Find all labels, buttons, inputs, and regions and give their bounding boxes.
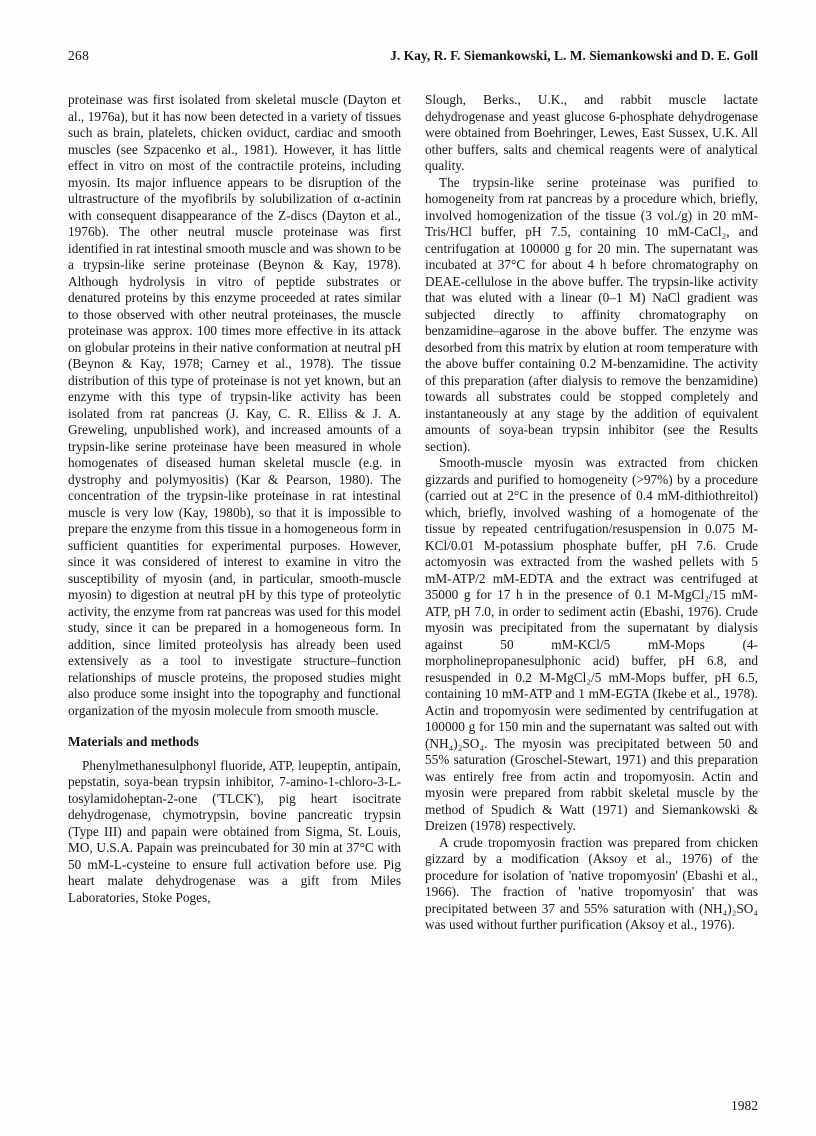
publication-year: 1982 [731,1098,758,1113]
page-number: 268 [68,48,90,63]
paragraph-myosin-extraction: Smooth-muscle myosin was extracted from chicken gizzards and purified to homogeneity (>97%) by a procedure (carried out at 2°C in the presence of 0.4 mM-dithiothreitol) which, briefly, involved washing of a homogenate of the tissue by repeated centrifugation/resuspension in 0.075 M-KCl/0.01 M-potassium phosphate buffer, pH 7.6. Crude actomyosin was extracted from the washed pellets with 5 mM-ATP/2 mM-EDTA and the extract was centrifuged at 35000 g for 17 h in the presence of 0.1 M-MgCl₂/15 mM-ATP, pH 7.0, in order to sediment actin (Ebashi, 1976). Crude myosin was precipitated from the supernatant by dialysis against 50 mM-KCl/5 mM-Mops (4-morpholinepropanesulphonic acid) buffer, pH 6.8, and resuspended in 0.2 M-MgCl₂/5 mM-Mops buffer, pH 6.5, containing 10 mM-ATP and 1 mM-EGTA (Ikebe et al., 1978). Actin and tropomyosin were sedimented by centrifugation at 100000 g for 150 min and the supernatant was salted out with (NH₄)₂SO₄. The myosin was precipitated between 50 and 55% saturation (Groschel-Stewart, 1971) and this preparation was entirely free from actin and tropomyosin. Actin and myosin were prepared from rabbit skeletal muscle by the method of Spudich & Watt (1971) and Siemankowski & Dreizen (1978) respectively. [425,455,758,833]
right-column [425,92,758,1092]
paragraph-materials: Phenylmethanesulphonyl fluoride, ATP, leupeptin, antipain, pepstatin, soya-bean trypsin inhibitor, 7-amino-1-chloro-3-L-tosylamidoheptan-2-one ('TLCK'), pig heart isocitrate dehydrogenase, chymotrypsin, bovine pancreatic trypsin (Type III) and papain were obtained from Sigma, St. Louis, MO, U.S.A. Papain was preincubated for 30 min at 37°C with 50 mM-L-cysteine to ensure full activation before use. Pig heart malate dehydrogenase was a gift from Miles Laboratories, Stoke Poges, [68,757,401,905]
two-column-body [68,92,758,1092]
section-heading-materials-and-methods: Materials and methods [68,734,199,749]
running-head: J. Kay, R. F. Siemankowski, L. M. Siemankowski and D. E. Goll [390,48,758,63]
page-footer [68,1098,758,1114]
left-column [68,92,401,1092]
page-header [68,48,758,64]
paragraph-materials-continued: Slough, Berks., U.K., and rabbit muscle lactate dehydrogenase and yeast glucose 6-phosphate dehydrogenase were obtained from Boehringer, Lewes, East Sussex, U.K. All other buffers, salts and chemical reagents were of analytical quality. [425,92,758,173]
paragraph-introduction-continued: proteinase was first isolated from skeletal muscle (Dayton et al., 1976a), but it has now been detected in a variety of tissues such as brain, platelets, chicken oviduct, cardiac and smooth muscles (see Szpacenko et al., 1981). However, it has little effect in vitro on most of the contractile proteins, including myosin. Its major influence appears to be disruption of the ultrastructure of the myofibrils by solubilization of α-actinin with consequent disappearance of the Z-discs (Dayton et al., 1976b). The other neutral muscle proteinase was first identified in rat intestinal smooth muscle and was shown to be a trypsin-like serine proteinase (Beynon & Kay, 1978). Although hydrolysis in vitro of peptide substrates or denatured proteins by this enzyme proceeded at rates similar to those observed with other neutral proteinases, the muscle proteinase was approx. 100 times more effective in its attack on globular proteins in their native conformation at neutral pH (Beynon & Kay, 1978; Carney et al., 1978). The tissue distribution of this type of proteinase is not yet known, but an enzyme with this type of trypsin-like activity has been isolated from rat pancreas (J. Kay, C. R. Elliss & J. A. Greweling, unpublished work), and increased amounts of a trypsin-like serine proteinase have been measured in whole homogenates of diseased human skeletal muscle (e.g. in dystrophy and polymyositis) (Kar & Pearson, 1980). The concentration of the trypsin-like proteinase in rat intestinal muscle is very low (Kay, 1980b), so that it is impossible to prepare the enzyme from this tissue in a homogeneous form in sufficient quantities for experimental purposes. However, since it was considered of interest to examine in vitro the susceptibility of myosin (and, in particular, smooth-muscle myosin) to digestion at neutral pH by this type of proteolytic activity, the enzyme from rat pancreas was used for this model study, since it can be prepared in a homogeneous form. In addition, since limited proteolysis has already been used extensively as a tool to investigate structure–function relationships of muscle proteins, the proposed studies might also produce some insight into the topography and functional organization of the myosin molecule from smooth muscle. [68,92,401,718]
paragraph-tropomyosin-fraction: A crude tropomyosin fraction was prepared from chicken gizzard by a modification (Aksoy et al., 1976) of the procedure for isolation of 'native tropomyosin' (Ebashi et al., 1966). The fraction of 'native tropomyosin' that was precipitated between 37 and 55% saturation with (NH₄)₂SO₄ was used without further purification (Aksoy et al., 1976). [425,834,758,932]
paragraph-proteinase-purification: The trypsin-like serine proteinase was purified to homogeneity from rat pancreas by a procedure which, briefly, involved homogenization of the tissue (3 vol./g) in 20 mM-Tris/HCl buffer, pH 7.5, containing 10 mM-CaCl₂, and centrifugation at 100000 g for 20 min. The supernatant was incubated at 37°C for about 4 h before chromatography on DEAE-cellulose in the above buffer. The trypsin-like activity that was eluted with a linear (0–1 M) NaCl gradient was subjected directly to affinity chromatography on benzamidine–agarose in the above buffer. The enzyme was desorbed from this matrix by elution at room temperature with the above buffer containing 0.2 M-benzamidine. The activity of this preparation (after dialysis to remove the benzamidine) towards all substrates could be stopped completely and instantaneously at any stage by the addition of equivalent amounts of soya-bean trypsin inhibitor (see the Results section). [425,174,758,454]
